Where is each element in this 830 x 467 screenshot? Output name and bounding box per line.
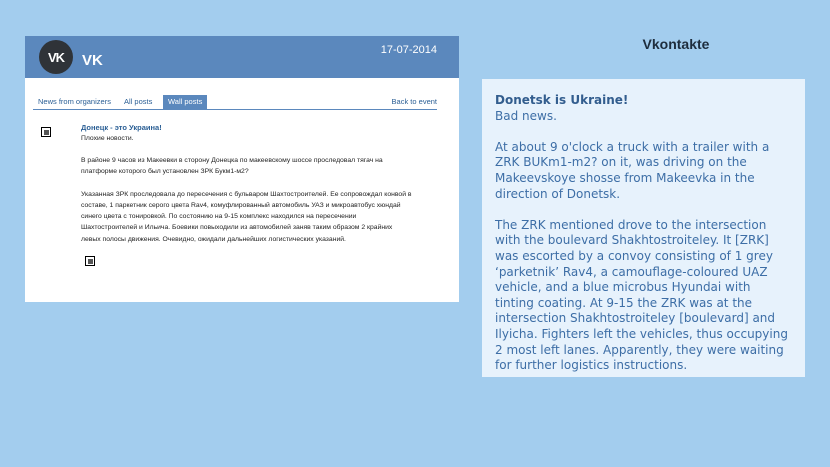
post-date: 17-07-2014 (380, 44, 437, 56)
translation-para1: At about 9 o'clock a truck with a trailer with a ZRK BUKm1-m2? on it, was driving on the Makeevskoye shosse from Makeevka in the direction of Donetsk. (495, 139, 770, 201)
translation-box (482, 79, 805, 377)
broken-image-icon (85, 256, 95, 266)
broken-image-icon (41, 127, 51, 137)
post-para2-line3: синего цвета с тонировкой. По состоянию на 9-15 комплекс находился на пересечении (81, 213, 357, 220)
post-para2-line5: левых полосы движения. Очевидно, ожидали дальнейших логистических указаний. (81, 236, 346, 243)
panel-title: Vkontakte (642, 36, 710, 52)
tab-news-from-organizers[interactable]: News from organizers (38, 97, 111, 106)
vk-brand: VK (82, 52, 103, 69)
translation-para2: The ZRK mentioned drove to the intersection with the boulevard Shakhtostroiteley. It [ZRK] was escorted by a convoy consisting of 1 grey ‘parketnik’ Rav4, a camouflage-coloured UAZ vehicle, and a blue microbus Hyundai with tinting coating. At 9-15 the ZRK was at the intersection Shakhtostroiteley [boulevard] and Ilyicha. Fighters left the vehicles, thus occupying 2 most left lanes. Apparently, they were waiting for further logistics instructions. (495, 217, 788, 373)
post-line-1: Плохие новости. (81, 135, 134, 142)
vk-tabs (33, 95, 437, 110)
post-para1-line1: В районе 9 часов из Макеевки в сторону Донецка по макеевскому шоссе проследовал тягач на (81, 157, 383, 164)
post-para2-line4: Шахтостроителей и Ильича. Боевики повыходили из автомобилей заняв таким образом 2 крайних (81, 224, 393, 231)
translation-sub: Bad news. (495, 108, 557, 123)
post-para2-line2: составе, 1 паркетник серого цвета Rav4, комуфлированный автомобиль УАЗ и микроавтобус хюндай (81, 202, 401, 209)
translation-heading: Donetsk is Ukraine! (495, 93, 629, 107)
back-to-event-link[interactable]: Back to event (391, 97, 437, 106)
post-para1-line2: платформе которого был установлен ЗРК Букм1-м2? (81, 168, 249, 175)
post-title[interactable]: Донецк - это Украина! (81, 123, 162, 132)
post-para2-line1: Указанная ЗРК проследовала до пересечения с бульваром Шахтостроителей. Ее сопровождал конвой в (81, 191, 412, 198)
vk-screenshot-card (25, 36, 459, 302)
tab-all-posts[interactable]: All posts (124, 97, 153, 106)
vk-logo-icon[interactable]: VK (39, 40, 73, 74)
tab-wall-posts[interactable]: Wall posts (163, 95, 207, 110)
